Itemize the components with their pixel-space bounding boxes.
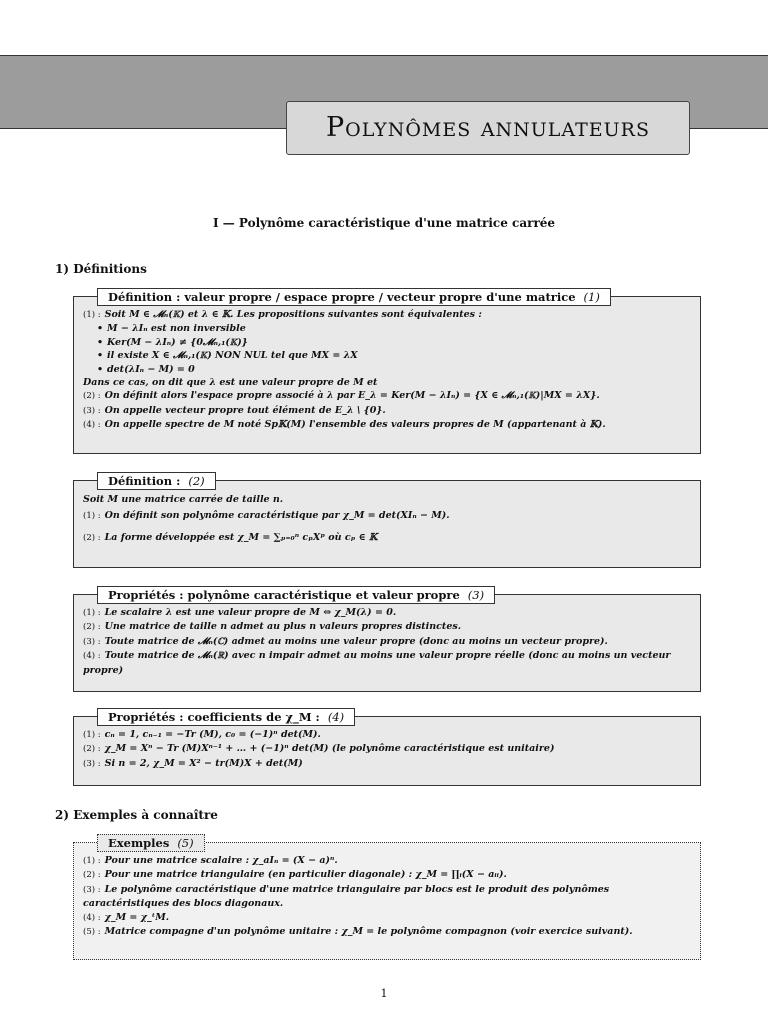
box-label: Propriétés : polynôme caractéristique et valeur propre (3) bbox=[97, 586, 495, 604]
box-label: Définition : valeur propre / espace propre / vecteur propre d'une matrice (1) bbox=[97, 288, 611, 306]
box-label: Propriétés : coefficients de χ_M : (4) bbox=[97, 708, 355, 726]
box-line: (2) : Pour une matrice triangulaire (en particulier diagonale) : χ_M = ∏ᵢ(X − aᵢᵢ). bbox=[83, 869, 507, 881]
box-line: (4) : Toute matrice de 𝓜ₙ(ℝ) avec n impair admet au moins une valeur propre réelle (donc au moins un vecteur propre) bbox=[83, 650, 671, 676]
box-line: (2) : La forme développée est χ_M = ∑ₚ₌₀ⁿ cₚXᵖ où cₚ ∈ 𝕂 bbox=[83, 532, 378, 543]
definition-box-2 bbox=[73, 474, 701, 568]
box-line: Dans ce cas, on dit que λ est une valeur propre de M et bbox=[83, 377, 378, 389]
box-line: (1) : cₙ = 1, cₙ₋₁ = −Tr (M), c₀ = (−1)ⁿ det(M). bbox=[83, 729, 321, 740]
subsection-title-definitions: 1) Définitions bbox=[55, 262, 147, 276]
properties-box-3 bbox=[73, 588, 701, 692]
box-bullet: • Ker(M − λIₙ) ≠ {0𝓜ₙ,₁(𝕂)} bbox=[97, 336, 248, 348]
box-line: (3) : Si n = 2, χ_M = X² − tr(M)X + det(M) bbox=[83, 757, 303, 769]
box-line: (1) : On définit son polynôme caractéristique par χ_M = det(XIₙ − M). bbox=[83, 510, 450, 521]
box-line: (2) : Une matrice de taille n admet au plus n valeurs propres distinctes. bbox=[83, 621, 462, 633]
examples-box-5 bbox=[73, 836, 701, 960]
box-line: (3) : Le polynôme caractéristique d'une matrice triangulaire par blocs est le produit des polynômes caractéristiques des blocs diagonaux. bbox=[83, 883, 610, 910]
box-line: (3) : Toute matrice de 𝓜ₙ(ℂ) admet au moins une valeur propre (donc au moins un vecteur propre). bbox=[83, 635, 608, 647]
box-line: Soit M une matrice carrée de taille n. bbox=[83, 494, 284, 505]
section-title: I — Polynôme caractéristique d'une matrice carrée bbox=[212, 216, 556, 230]
page-title: Polynômes annulateurs bbox=[286, 101, 690, 155]
box-line: (2) : χ_M = Xⁿ − Tr (M)Xⁿ⁻¹ + … + (−1)ⁿ det(M) (le polynôme caractéristique est unitaire) bbox=[83, 743, 555, 755]
subsection-title-examples: 2) Exemples à connaître bbox=[55, 808, 218, 822]
definition-box-1 bbox=[73, 290, 701, 454]
box-line: (2) : On définit alors l'espace propre associé à λ par E_λ = Ker(M − λIₙ) = {X ∈ 𝓜ₙ,₁(𝕂)|MX = λX}. bbox=[83, 390, 600, 402]
box-bullet: • il existe X ∈ 𝓜ₙ,₁(𝕂) NON NUL tel que MX = λX bbox=[97, 350, 358, 362]
box-bullet: • det(λIₙ − M) = 0 bbox=[97, 363, 195, 375]
box-line: (4) : χ_M = χ_ᵗM. bbox=[83, 911, 170, 923]
box-line: (1) : Le scalaire λ est une valeur propre de M ⇔ χ_M(λ) = 0. bbox=[83, 607, 397, 618]
box-line: (3) : On appelle vecteur propre tout élément de E_λ \ {0}. bbox=[83, 404, 386, 416]
box-line: (1) : Soit M ∈ 𝓜ₙ(𝕂) et λ ∈ 𝕂. Les propositions suivantes sont équivalentes : bbox=[83, 309, 482, 320]
page-number: 1 bbox=[380, 987, 388, 1000]
box-label: Exemples (5) bbox=[97, 834, 205, 852]
box-bullet: • M − λIₙ est non inversible bbox=[97, 323, 246, 335]
box-line: (4) : On appelle spectre de M noté Sp𝕂(M) l'ensemble des valeurs propres de M (appartenant à 𝕂). bbox=[83, 419, 606, 431]
box-line: (1) : Pour une matrice scalaire : χ_aIₙ = (X − a)ⁿ. bbox=[83, 855, 338, 866]
box-label: Définition : (2) bbox=[97, 472, 216, 490]
box-line: (5) : Matrice compagne d'un polynôme unitaire : χ_M = le polynôme compagnon (voir exercice suivant). bbox=[83, 926, 633, 938]
properties-box-4 bbox=[73, 710, 701, 786]
